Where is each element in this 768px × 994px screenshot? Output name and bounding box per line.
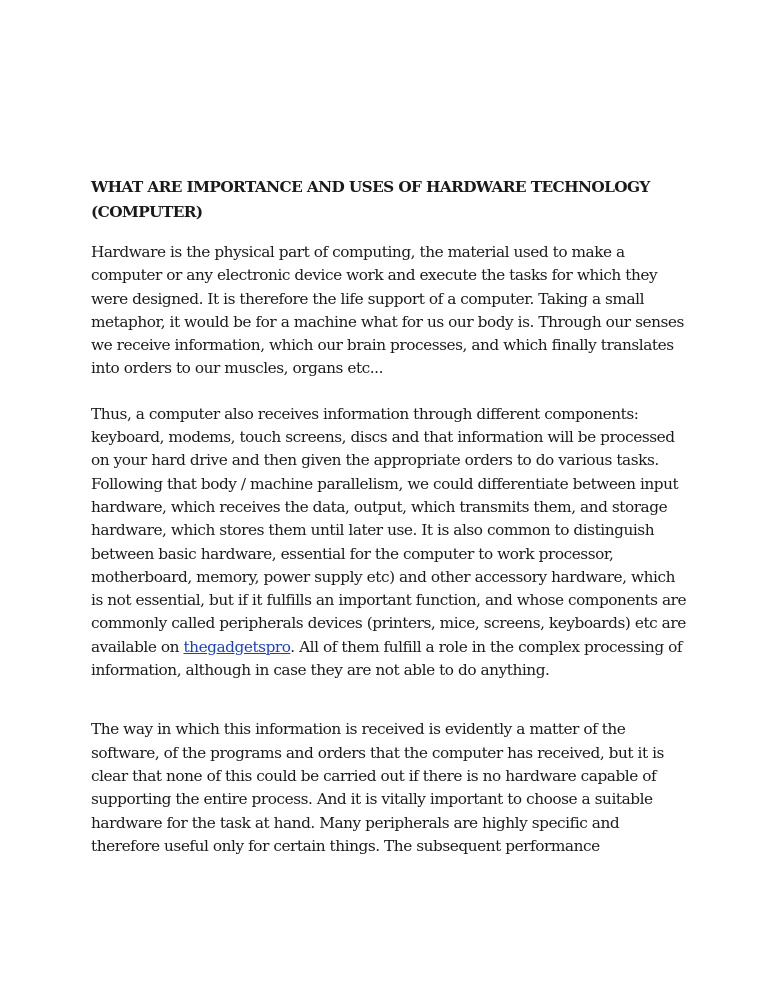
paragraph-components-text-end: . All of them fulfill a role in the complex processing of information, although in case they are not able to do anything.: [91, 637, 683, 680]
paragraph-software: The way in which this information is received is evidently a matter of the software, of the programs and orders that the computer has received, but it is clear that none of this could be carried out if there is no hardware capable of supporting the entire process. And it is vitally important to choose a suitable hardware for the task at hand. Many peripherals are highly specific and therefore useful only for certain things. The subsequent performance: [91, 720, 664, 855]
document-title: WHAT ARE IMPORTANCE AND USES OF HARDWARE TECHNOLOGY (COMPUTER): [91, 178, 650, 221]
paragraph-components: [91, 403, 691, 683]
paragraph-intro: Hardware is the physical part of computing, the material used to make a computer or any electronic device work and execute the tasks for which they were designed. It is therefore the life support of a computer. Taking a small metaphor, it would be for a machine what for us our body is. Through our senses we receive information, which our brain processes, and which finally translates into orders to our muscles, organs etc...: [91, 243, 684, 378]
document-body: [91, 175, 691, 858]
paragraph-components-text: Thus, a computer also receives information through different components: keyboard, modems, touch screens, discs and that information will be processed on your hard drive and then given the appropriate orders to do various tasks. Following that body / machine parallelism, we could differentiate between input hardware, which receives the data, output, which transmits them, and storage hardware, which stores them until later use. It is also common to distinguish between basic hardware, essential for the computer to work processor, motherboard, memory, power supply etc) and other accessory hardware, which is not essential, but if it fulfills an important function, and whose components are commonly called peripherals devices (printers, mice, screens, keyboards) etc are available on: [91, 404, 687, 656]
thegadgetspro-link[interactable]: thegadgetspro: [183, 637, 291, 656]
